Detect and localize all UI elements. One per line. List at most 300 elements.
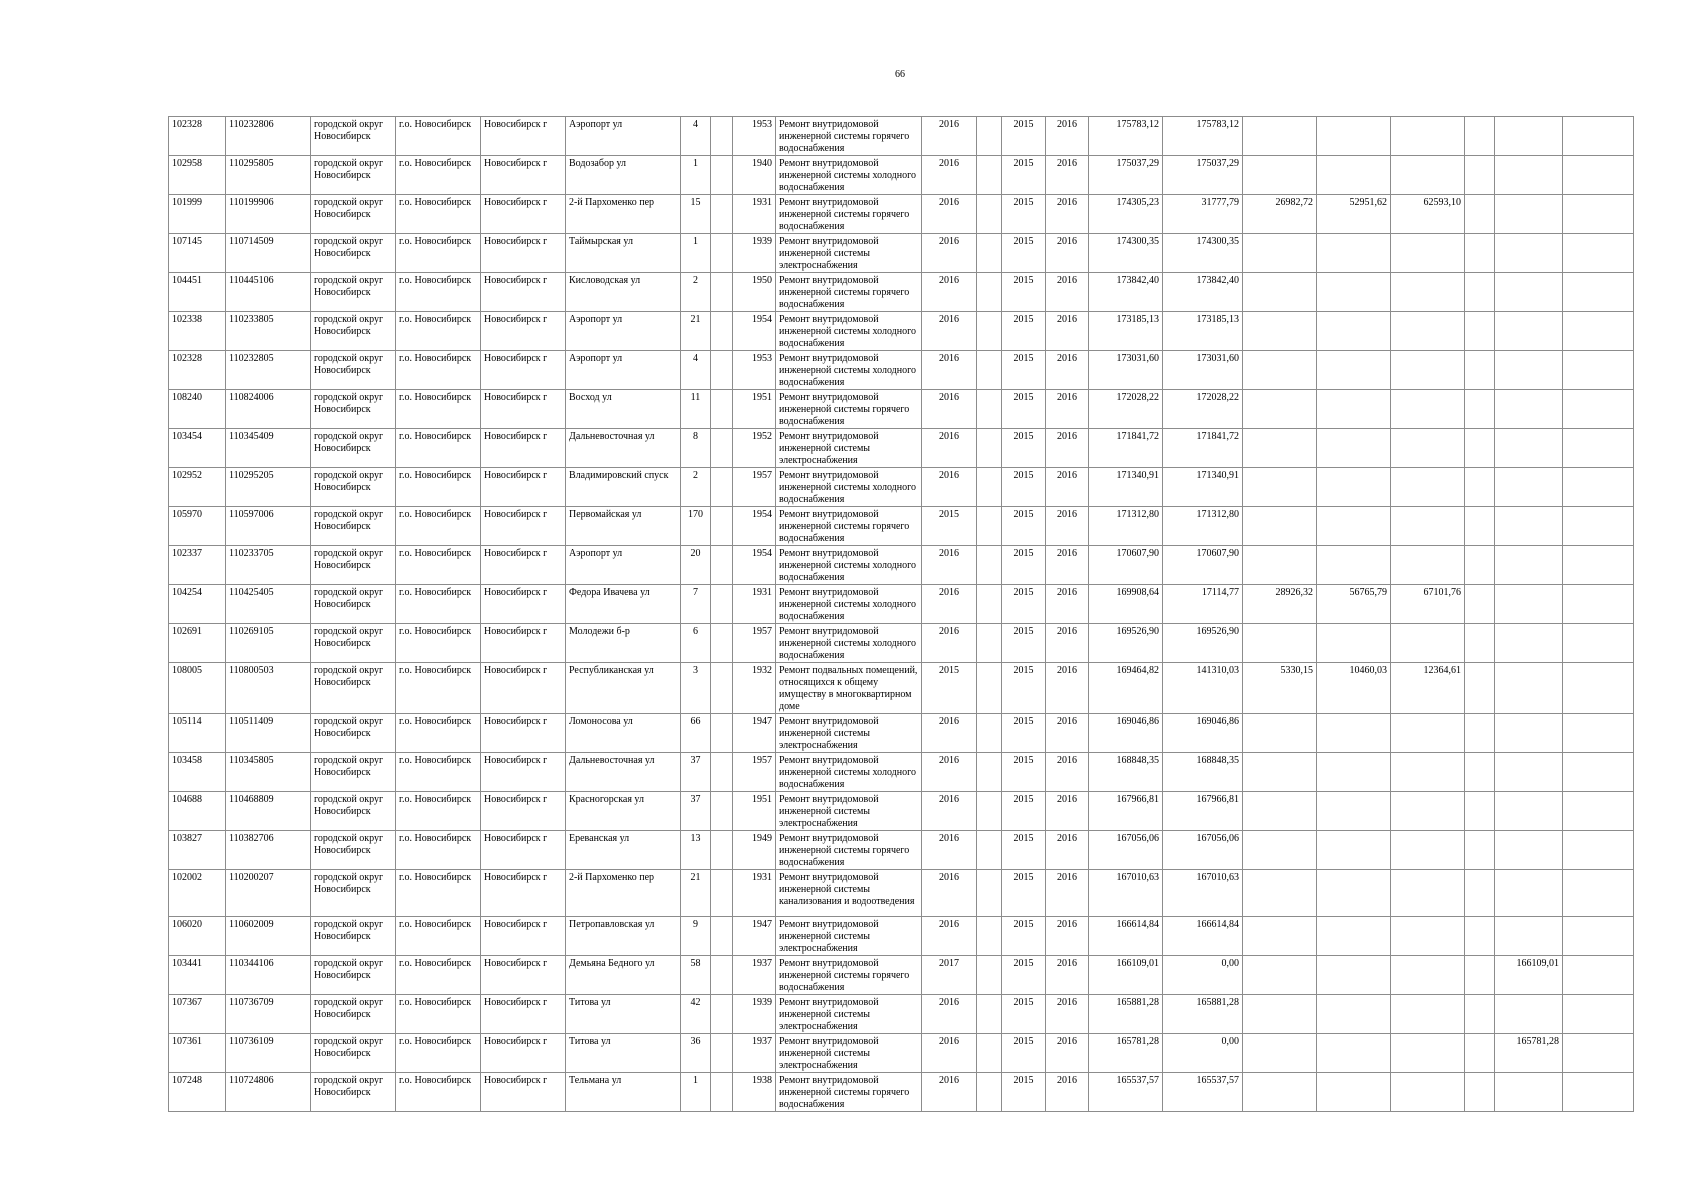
cost-total-cell: 169526,90 — [1089, 624, 1163, 663]
cost-other-cell — [1495, 753, 1563, 792]
municipality-cell: г.о. Новосибирск — [396, 351, 481, 390]
empty-cell-cell — [1465, 714, 1495, 753]
cost-fund-cell: 174300,35 — [1163, 234, 1243, 273]
house-number-cell: 3 — [681, 663, 711, 714]
cost-other-cell — [1495, 156, 1563, 195]
table-row — [169, 1034, 1634, 1073]
city-cell: Новосибирск г — [481, 312, 566, 351]
district-cell: городской округ Новосибирск — [311, 663, 396, 714]
cost-other-cell — [1495, 585, 1563, 624]
work-type-cell: Ремонт внутридомовой инженерной системы холодного водоснабжения — [776, 753, 922, 792]
period-start-cell: 2015 — [1002, 624, 1046, 663]
build-year-cell: 1949 — [733, 831, 776, 870]
empty-cell-cell — [977, 1034, 1002, 1073]
cost-region-cell — [1317, 1034, 1391, 1073]
street-cell: Тельмана ул — [566, 1073, 681, 1112]
cost-local-cell — [1391, 995, 1465, 1034]
house-number-cell: 170 — [681, 507, 711, 546]
cost-fund-cell: 171841,72 — [1163, 429, 1243, 468]
cost-total-cell: 165781,28 — [1089, 1034, 1163, 1073]
period-end-cell: 2016 — [1046, 870, 1089, 917]
object-id-cell: 102338 — [169, 312, 226, 351]
period-start-cell: 2015 — [1002, 117, 1046, 156]
house-number-cell: 13 — [681, 831, 711, 870]
table-row — [169, 195, 1634, 234]
cost-owners-cell — [1243, 870, 1317, 917]
work-code-cell: 110233705 — [226, 546, 311, 585]
object-id-cell: 107367 — [169, 995, 226, 1034]
planned-year-cell: 2016 — [922, 351, 977, 390]
table-row — [169, 156, 1634, 195]
cost-owners-cell — [1243, 995, 1317, 1034]
cost-total-cell: 169908,64 — [1089, 585, 1163, 624]
object-id-cell: 104688 — [169, 792, 226, 831]
empty-cell-cell — [1465, 117, 1495, 156]
period-start-cell: 2015 — [1002, 468, 1046, 507]
municipality-cell: г.о. Новосибирск — [396, 468, 481, 507]
planned-year-cell: 2016 — [922, 390, 977, 429]
city-cell: Новосибирск г — [481, 663, 566, 714]
cost-local-cell — [1391, 351, 1465, 390]
district-cell: городской округ Новосибирск — [311, 468, 396, 507]
street-cell: Аэропорт ул — [566, 546, 681, 585]
work-type-cell: Ремонт подвальных помещений, относящихся к общему имуществу в многоквартирном доме — [776, 663, 922, 714]
house-number-cell: 4 — [681, 117, 711, 156]
work-type-cell: Ремонт внутридомовой инженерной системы электроснабжения — [776, 714, 922, 753]
empty-cell-cell — [1563, 585, 1634, 624]
empty-cell-cell — [1563, 507, 1634, 546]
cost-region-cell — [1317, 995, 1391, 1034]
period-end-cell: 2016 — [1046, 117, 1089, 156]
district-cell: городской округ Новосибирск — [311, 995, 396, 1034]
work-type-cell: Ремонт внутридомовой инженерной системы холодного водоснабжения — [776, 585, 922, 624]
work-type-cell: Ремонт внутридомовой инженерной системы холодного водоснабжения — [776, 624, 922, 663]
district-cell: городской округ Новосибирск — [311, 507, 396, 546]
table-row — [169, 351, 1634, 390]
municipality-cell: г.о. Новосибирск — [396, 546, 481, 585]
empty-cell-cell — [1465, 917, 1495, 956]
empty-cell-cell — [1563, 468, 1634, 507]
cost-fund-cell: 173031,60 — [1163, 351, 1243, 390]
build-year-cell: 1957 — [733, 468, 776, 507]
cost-local-cell — [1391, 156, 1465, 195]
house-number-cell: 15 — [681, 195, 711, 234]
cost-total-cell: 172028,22 — [1089, 390, 1163, 429]
work-type-cell: Ремонт внутридомовой инженерной системы холодного водоснабжения — [776, 156, 922, 195]
object-id-cell: 103441 — [169, 956, 226, 995]
table-row — [169, 870, 1634, 917]
street-cell: Первомайская ул — [566, 507, 681, 546]
empty-cell-cell — [977, 585, 1002, 624]
cost-owners-cell: 5330,15 — [1243, 663, 1317, 714]
district-cell: городской округ Новосибирск — [311, 585, 396, 624]
building-letter-cell — [711, 1034, 733, 1073]
building-letter-cell — [711, 507, 733, 546]
work-code-cell: 110200207 — [226, 870, 311, 917]
building-letter-cell — [711, 714, 733, 753]
cost-local-cell — [1391, 1073, 1465, 1112]
cost-region-cell — [1317, 468, 1391, 507]
house-number-cell: 9 — [681, 917, 711, 956]
object-id-cell: 103458 — [169, 753, 226, 792]
period-end-cell: 2016 — [1046, 351, 1089, 390]
empty-cell-cell — [1563, 351, 1634, 390]
work-type-cell: Ремонт внутридомовой инженерной системы горячего водоснабжения — [776, 507, 922, 546]
planned-year-cell: 2016 — [922, 1073, 977, 1112]
municipality-cell: г.о. Новосибирск — [396, 312, 481, 351]
cost-local-cell — [1391, 273, 1465, 312]
build-year-cell: 1940 — [733, 156, 776, 195]
work-type-cell: Ремонт внутридомовой инженерной системы горячего водоснабжения — [776, 390, 922, 429]
building-letter-cell — [711, 546, 733, 585]
empty-cell-cell — [1563, 624, 1634, 663]
work-type-cell: Ремонт внутридомовой инженерной системы канализования и водоотведения — [776, 870, 922, 917]
cost-local-cell — [1391, 917, 1465, 956]
table-row — [169, 624, 1634, 663]
city-cell: Новосибирск г — [481, 831, 566, 870]
municipality-cell: г.о. Новосибирск — [396, 117, 481, 156]
period-end-cell: 2016 — [1046, 156, 1089, 195]
cost-other-cell — [1495, 429, 1563, 468]
building-letter-cell — [711, 585, 733, 624]
cost-fund-cell: 167056,06 — [1163, 831, 1243, 870]
street-cell: Петропавловская ул — [566, 917, 681, 956]
cost-owners-cell — [1243, 1073, 1317, 1112]
street-cell: Восход ул — [566, 390, 681, 429]
object-id-cell: 107361 — [169, 1034, 226, 1073]
empty-cell-cell — [977, 792, 1002, 831]
municipality-cell: г.о. Новосибирск — [396, 870, 481, 917]
district-cell: городской округ Новосибирск — [311, 312, 396, 351]
cost-other-cell — [1495, 351, 1563, 390]
street-cell: Молодежи б-р — [566, 624, 681, 663]
cost-other-cell — [1495, 273, 1563, 312]
city-cell: Новосибирск г — [481, 585, 566, 624]
cost-other-cell — [1495, 1073, 1563, 1112]
cost-owners-cell — [1243, 234, 1317, 273]
cost-region-cell — [1317, 234, 1391, 273]
cost-fund-cell: 167010,63 — [1163, 870, 1243, 917]
empty-cell-cell — [1563, 663, 1634, 714]
street-cell: Республиканская ул — [566, 663, 681, 714]
house-number-cell: 11 — [681, 390, 711, 429]
cost-other-cell — [1495, 663, 1563, 714]
period-start-cell: 2015 — [1002, 156, 1046, 195]
empty-cell-cell — [977, 663, 1002, 714]
planned-year-cell: 2016 — [922, 624, 977, 663]
planned-year-cell: 2016 — [922, 117, 977, 156]
period-end-cell: 2016 — [1046, 585, 1089, 624]
empty-cell-cell — [1465, 753, 1495, 792]
house-number-cell: 2 — [681, 273, 711, 312]
house-number-cell: 1 — [681, 156, 711, 195]
work-code-cell: 110736709 — [226, 995, 311, 1034]
empty-cell-cell — [977, 117, 1002, 156]
cost-local-cell — [1391, 1034, 1465, 1073]
district-cell: городской округ Новосибирск — [311, 917, 396, 956]
planned-year-cell: 2016 — [922, 714, 977, 753]
planned-year-cell: 2016 — [922, 831, 977, 870]
planned-year-cell: 2015 — [922, 507, 977, 546]
cost-fund-cell: 169526,90 — [1163, 624, 1243, 663]
cost-local-cell — [1391, 312, 1465, 351]
empty-cell-cell — [1465, 624, 1495, 663]
cost-other-cell — [1495, 312, 1563, 351]
work-code-cell: 110511409 — [226, 714, 311, 753]
work-code-cell: 110824006 — [226, 390, 311, 429]
cost-owners-cell — [1243, 351, 1317, 390]
empty-cell-cell — [977, 312, 1002, 351]
building-letter-cell — [711, 195, 733, 234]
work-code-cell: 110269105 — [226, 624, 311, 663]
cost-region-cell — [1317, 117, 1391, 156]
house-number-cell: 1 — [681, 1073, 711, 1112]
build-year-cell: 1954 — [733, 546, 776, 585]
build-year-cell: 1951 — [733, 792, 776, 831]
cost-other-cell — [1495, 117, 1563, 156]
district-cell: городской округ Новосибирск — [311, 956, 396, 995]
object-id-cell: 106020 — [169, 917, 226, 956]
object-id-cell: 104451 — [169, 273, 226, 312]
city-cell: Новосибирск г — [481, 546, 566, 585]
empty-cell-cell — [1563, 753, 1634, 792]
building-letter-cell — [711, 390, 733, 429]
cost-fund-cell: 167966,81 — [1163, 792, 1243, 831]
period-start-cell: 2015 — [1002, 714, 1046, 753]
city-cell: Новосибирск г — [481, 956, 566, 995]
street-cell: Красногорская ул — [566, 792, 681, 831]
work-type-cell: Ремонт внутридомовой инженерной системы горячего водоснабжения — [776, 117, 922, 156]
cost-fund-cell: 0,00 — [1163, 956, 1243, 995]
city-cell: Новосибирск г — [481, 995, 566, 1034]
street-cell: 2-й Пархоменко пер — [566, 870, 681, 917]
table-row — [169, 753, 1634, 792]
cost-region-cell: 10460,03 — [1317, 663, 1391, 714]
work-code-cell: 110233805 — [226, 312, 311, 351]
registry-body — [169, 117, 1634, 1112]
work-type-cell: Ремонт внутридомовой инженерной системы электроснабжения — [776, 1034, 922, 1073]
empty-cell-cell — [1465, 195, 1495, 234]
empty-cell-cell — [977, 429, 1002, 468]
district-cell: городской округ Новосибирск — [311, 351, 396, 390]
cost-total-cell: 167966,81 — [1089, 792, 1163, 831]
period-end-cell: 2016 — [1046, 995, 1089, 1034]
period-end-cell: 2016 — [1046, 312, 1089, 351]
cost-total-cell: 170607,90 — [1089, 546, 1163, 585]
cost-total-cell: 174300,35 — [1089, 234, 1163, 273]
work-code-cell: 110468809 — [226, 792, 311, 831]
empty-cell-cell — [977, 195, 1002, 234]
city-cell: Новосибирск г — [481, 1073, 566, 1112]
house-number-cell: 37 — [681, 792, 711, 831]
empty-cell-cell — [1465, 1034, 1495, 1073]
build-year-cell: 1953 — [733, 351, 776, 390]
empty-cell-cell — [977, 546, 1002, 585]
cost-other-cell — [1495, 195, 1563, 234]
period-end-cell: 2016 — [1046, 714, 1089, 753]
repair-registry-table — [168, 116, 1634, 1112]
district-cell: городской округ Новосибирск — [311, 156, 396, 195]
cost-other-cell — [1495, 468, 1563, 507]
cost-local-cell — [1391, 831, 1465, 870]
build-year-cell: 1953 — [733, 117, 776, 156]
district-cell: городской округ Новосибирск — [311, 831, 396, 870]
building-letter-cell — [711, 468, 733, 507]
table-row — [169, 468, 1634, 507]
work-type-cell: Ремонт внутридомовой инженерной системы электроснабжения — [776, 234, 922, 273]
object-id-cell: 102337 — [169, 546, 226, 585]
empty-cell-cell — [1465, 831, 1495, 870]
house-number-cell: 37 — [681, 753, 711, 792]
empty-cell-cell — [1465, 507, 1495, 546]
planned-year-cell: 2016 — [922, 273, 977, 312]
period-start-cell: 2015 — [1002, 995, 1046, 1034]
object-id-cell: 108240 — [169, 390, 226, 429]
building-letter-cell — [711, 351, 733, 390]
cost-total-cell: 173185,13 — [1089, 312, 1163, 351]
cost-total-cell: 165537,57 — [1089, 1073, 1163, 1112]
municipality-cell: г.о. Новосибирск — [396, 1034, 481, 1073]
work-code-cell: 110800503 — [226, 663, 311, 714]
empty-cell-cell — [977, 831, 1002, 870]
street-cell: Аэропорт ул — [566, 351, 681, 390]
work-type-cell: Ремонт внутридомовой инженерной системы горячего водоснабжения — [776, 273, 922, 312]
object-id-cell: 107248 — [169, 1073, 226, 1112]
period-end-cell: 2016 — [1046, 1073, 1089, 1112]
object-id-cell: 107145 — [169, 234, 226, 273]
cost-local-cell — [1391, 117, 1465, 156]
period-end-cell: 2016 — [1046, 429, 1089, 468]
cost-total-cell: 169464,82 — [1089, 663, 1163, 714]
cost-owners-cell — [1243, 429, 1317, 468]
period-start-cell: 2015 — [1002, 390, 1046, 429]
work-type-cell: Ремонт внутридомовой инженерной системы электроснабжения — [776, 995, 922, 1034]
period-start-cell: 2015 — [1002, 429, 1046, 468]
empty-cell-cell — [1465, 870, 1495, 917]
empty-cell-cell — [1563, 429, 1634, 468]
street-cell: Таймырская ул — [566, 234, 681, 273]
building-letter-cell — [711, 1073, 733, 1112]
house-number-cell: 6 — [681, 624, 711, 663]
empty-cell-cell — [1563, 995, 1634, 1034]
street-cell: Аэропорт ул — [566, 117, 681, 156]
municipality-cell: г.о. Новосибирск — [396, 663, 481, 714]
district-cell: городской округ Новосибирск — [311, 546, 396, 585]
empty-cell-cell — [977, 870, 1002, 917]
cost-other-cell — [1495, 390, 1563, 429]
street-cell: Титова ул — [566, 995, 681, 1034]
municipality-cell: г.о. Новосибирск — [396, 624, 481, 663]
empty-cell-cell — [1563, 792, 1634, 831]
period-end-cell: 2016 — [1046, 468, 1089, 507]
object-id-cell: 102328 — [169, 351, 226, 390]
building-letter-cell — [711, 117, 733, 156]
building-letter-cell — [711, 312, 733, 351]
cost-owners-cell — [1243, 546, 1317, 585]
empty-cell-cell — [1465, 956, 1495, 995]
district-cell: городской округ Новосибирск — [311, 273, 396, 312]
municipality-cell: г.о. Новосибирск — [396, 714, 481, 753]
build-year-cell: 1947 — [733, 714, 776, 753]
city-cell: Новосибирск г — [481, 792, 566, 831]
cost-local-cell — [1391, 507, 1465, 546]
period-start-cell: 2015 — [1002, 1073, 1046, 1112]
work-code-cell: 110345409 — [226, 429, 311, 468]
empty-cell-cell — [977, 390, 1002, 429]
work-type-cell: Ремонт внутридомовой инженерной системы электроснабжения — [776, 917, 922, 956]
cost-owners-cell — [1243, 753, 1317, 792]
period-start-cell: 2015 — [1002, 312, 1046, 351]
cost-owners-cell — [1243, 390, 1317, 429]
planned-year-cell: 2016 — [922, 792, 977, 831]
municipality-cell: г.о. Новосибирск — [396, 956, 481, 995]
period-end-cell: 2016 — [1046, 507, 1089, 546]
period-end-cell: 2016 — [1046, 956, 1089, 995]
cost-region-cell — [1317, 624, 1391, 663]
work-type-cell: Ремонт внутридомовой инженерной системы горячего водоснабжения — [776, 195, 922, 234]
district-cell: городской округ Новосибирск — [311, 1073, 396, 1112]
work-code-cell: 110345805 — [226, 753, 311, 792]
cost-total-cell: 171340,91 — [1089, 468, 1163, 507]
period-start-cell: 2015 — [1002, 870, 1046, 917]
empty-cell-cell — [1465, 429, 1495, 468]
municipality-cell: г.о. Новосибирск — [396, 195, 481, 234]
table-row — [169, 917, 1634, 956]
cost-fund-cell: 173842,40 — [1163, 273, 1243, 312]
object-id-cell: 102958 — [169, 156, 226, 195]
house-number-cell: 7 — [681, 585, 711, 624]
street-cell: Кисловодская ул — [566, 273, 681, 312]
cost-fund-cell: 171340,91 — [1163, 468, 1243, 507]
cost-total-cell: 167010,63 — [1089, 870, 1163, 917]
empty-cell-cell — [1563, 312, 1634, 351]
cost-total-cell: 166109,01 — [1089, 956, 1163, 995]
cost-region-cell — [1317, 792, 1391, 831]
building-letter-cell — [711, 870, 733, 917]
cost-fund-cell: 165537,57 — [1163, 1073, 1243, 1112]
cost-owners-cell — [1243, 714, 1317, 753]
table-row — [169, 663, 1634, 714]
cost-region-cell — [1317, 753, 1391, 792]
work-code-cell: 110382706 — [226, 831, 311, 870]
cost-owners-cell: 26982,72 — [1243, 195, 1317, 234]
table-row — [169, 995, 1634, 1034]
building-letter-cell — [711, 753, 733, 792]
table-row — [169, 234, 1634, 273]
table-row — [169, 714, 1634, 753]
cost-other-cell — [1495, 234, 1563, 273]
cost-local-cell — [1391, 234, 1465, 273]
cost-owners-cell — [1243, 624, 1317, 663]
planned-year-cell: 2016 — [922, 917, 977, 956]
build-year-cell: 1937 — [733, 1034, 776, 1073]
empty-cell-cell — [1563, 195, 1634, 234]
cost-local-cell — [1391, 714, 1465, 753]
city-cell: Новосибирск г — [481, 714, 566, 753]
cost-owners-cell — [1243, 831, 1317, 870]
object-id-cell: 102328 — [169, 117, 226, 156]
house-number-cell: 2 — [681, 468, 711, 507]
district-cell: городской округ Новосибирск — [311, 117, 396, 156]
build-year-cell: 1951 — [733, 390, 776, 429]
cost-fund-cell: 170607,90 — [1163, 546, 1243, 585]
cost-region-cell — [1317, 714, 1391, 753]
empty-cell-cell — [977, 917, 1002, 956]
cost-local-cell — [1391, 390, 1465, 429]
house-number-cell: 8 — [681, 429, 711, 468]
cost-owners-cell — [1243, 468, 1317, 507]
build-year-cell: 1952 — [733, 429, 776, 468]
